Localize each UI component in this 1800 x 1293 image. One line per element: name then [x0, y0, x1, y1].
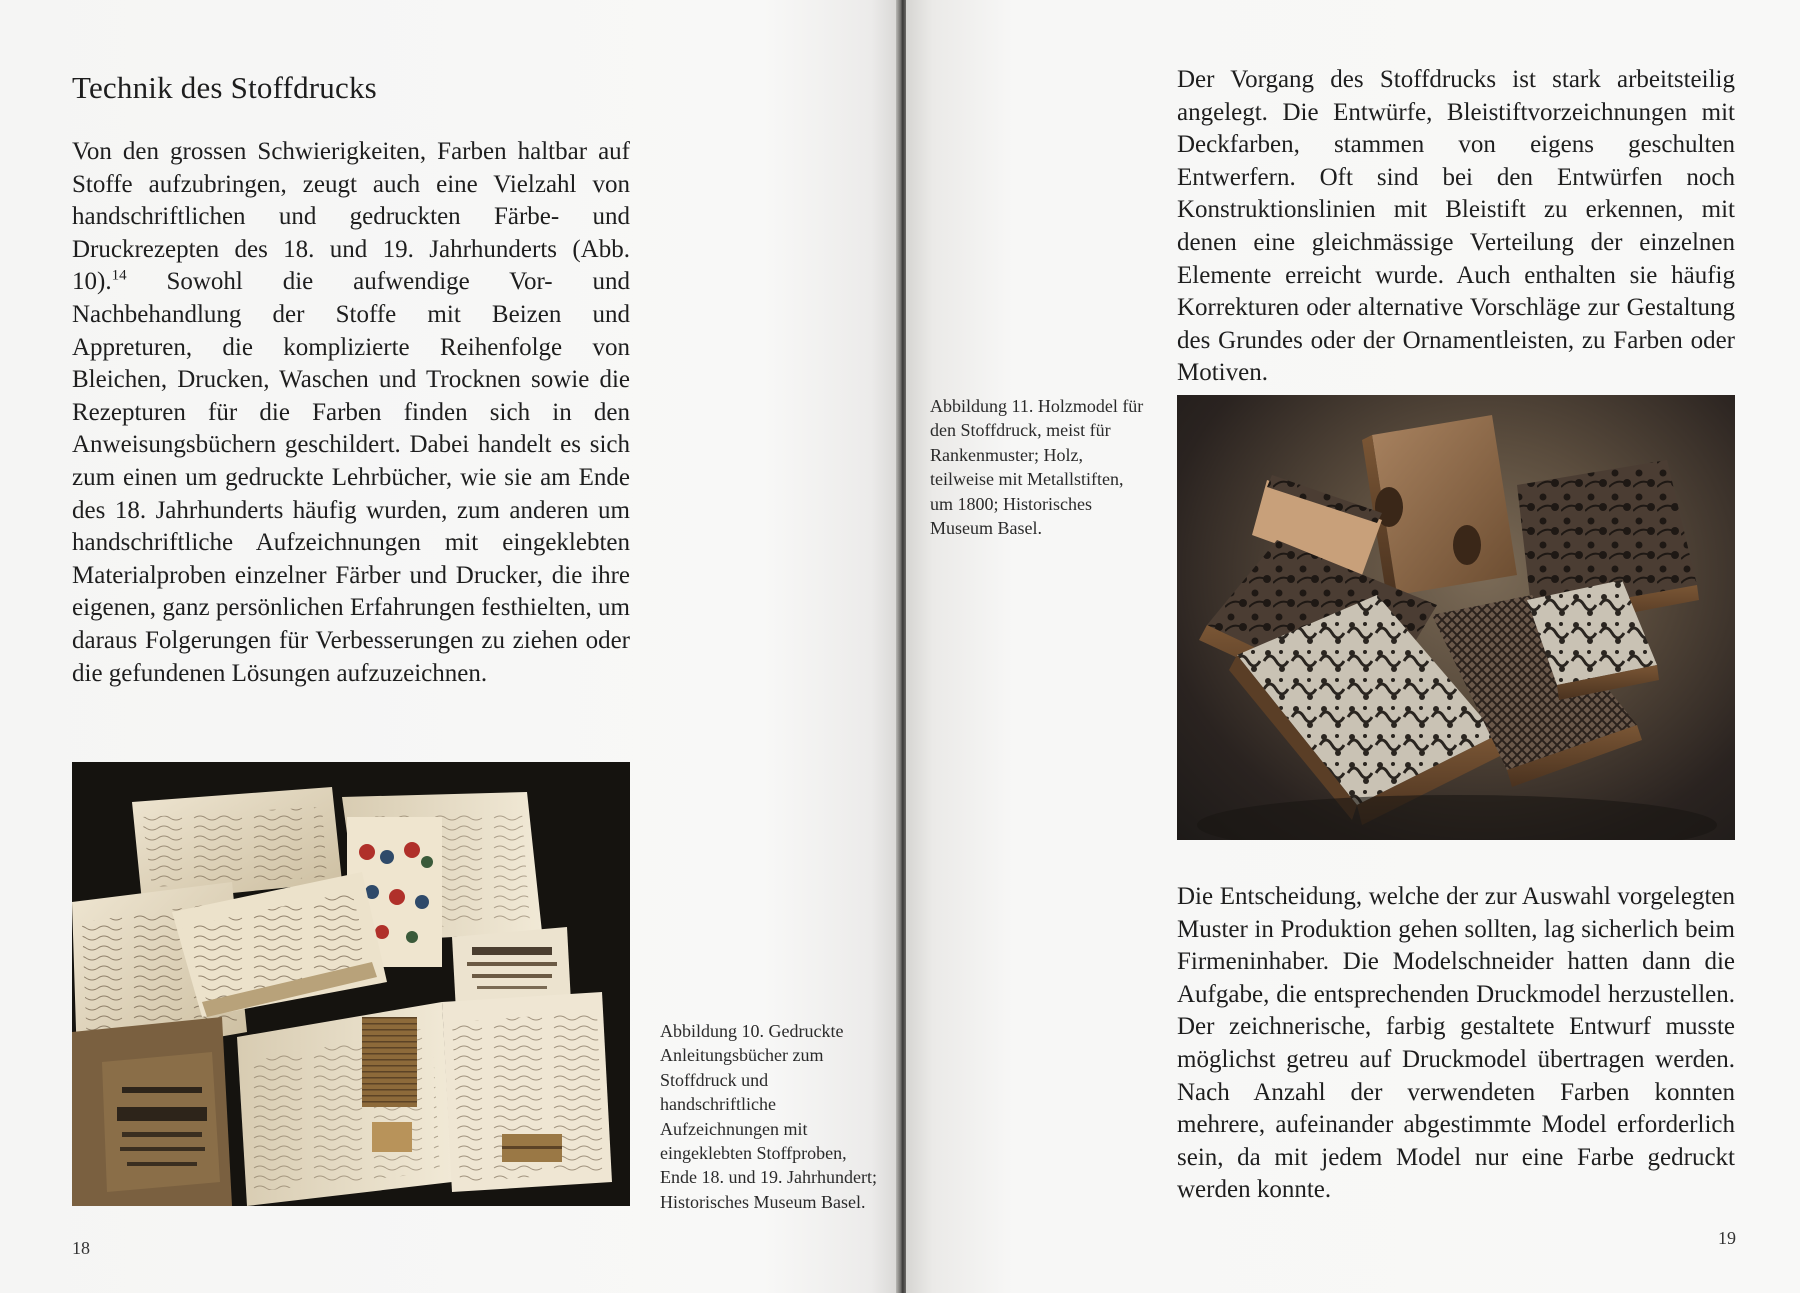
paragraph-text-part-2: Sowohl die aufwendige Vor- und Nachbehandlung der Stoffe mit Beizen und Appreturen, die komplizierte Reihenfolge von Bleichen, Drucken, Waschen und Trocknen sowie die Rezepturen für die Farben finden sich in den Anweisungsbüchern geschildert. Dabei handelt es sich zum einen um gedruckte Lehrbücher, wie sie am Ende des 18. Jahrhunderts häufig wurden, zum anderen um handschriftliche Aufzeichnungen mit eingeklebten Materialproben einzelner Färber und Drucker, die ihre eigenen, ganz persönlichen Erfahrungen festhielten, um daraus Folgerungen für Verbesserungen zu ziehen oder die gefundenen Lösungen aufzuzeichnen. [72, 268, 630, 687]
figure-10-image [72, 762, 630, 1206]
figure-11-caption: Abbildung 11. Holzmodel für den Stoffdruck, meist für Rankenmuster; Holz, teilweise mit Metallstiften, um 1800; Historisches Museum Basel. [930, 396, 1144, 539]
page-number-left: 18 [72, 1238, 90, 1258]
page-number-right: 19 [1718, 1228, 1736, 1248]
paragraph-text-part-1: Von den grossen Schwierigkeiten, Farben haltbar auf Stoffe aufzubringen, zeugt auch eine Vielzahl von handschriftlichen und gedruckten Färbe- und Druckrezepten des 18. und 19. Jahrhunderts (Abb. 10). [72, 138, 630, 296]
right-body-paragraph-1: Der Vorgang des Stoffdrucks ist stark arbeitsteilig angelegt. Die Entwürfe, Bleistiftvorzeichnungen mit Deckfarben, stammen von eigens geschulten Entwerfern. Oft sind bei den Entwürfen noch Konstruktionslinien mit Bleistift zu erkennen, mit denen eine gleichmässige Verteilung der einzelnen Elemente erreicht wurde. Auch enthalten sie häufig Korrekturen oder alternative Vorschläge zur Gestaltung des Grundes oder der Ornamentleisten, zu Farben oder Motiven. [1177, 66, 1735, 387]
left-body-paragraph [72, 136, 630, 690]
footnote-reference: 14 [111, 268, 127, 285]
old-books-photo [72, 762, 630, 1206]
wooden-print-blocks-photo [1177, 395, 1735, 840]
page-heading: Technik des Stoffdrucks [72, 70, 377, 105]
left-page [0, 0, 898, 1293]
figure-10-caption: Abbildung 10. Gedruckte Anleitungsbücher zum Stoffdruck und handschriftliche Aufzeichnungen mit eingeklebten Stoffproben, Ende 18. und 19. Jahrhundert; Historisches Museum Basel. [660, 1021, 877, 1212]
figure-11-image [1177, 395, 1735, 840]
right-body-paragraph-2: Die Entscheidung, welche der zur Auswahl vorgelegten Muster in Produktion gehen sollten, lag sicherlich beim Firmeninhaber. Die Modelschneider hatten dann die Aufgabe, die entsprechenden Druckmodel herzustellen. Der zeichnerische, farbig gestaltete Entwurf musste möglichst getreu auf Druckmodel übertragen werden. Nach Anzahl der verwendeten Farben konnten mehrere, aufeinander abgestimmte Model erforderlich sein, da mit jedem Model nur eine Farbe gedruckt werden konnte. [1177, 883, 1735, 1204]
